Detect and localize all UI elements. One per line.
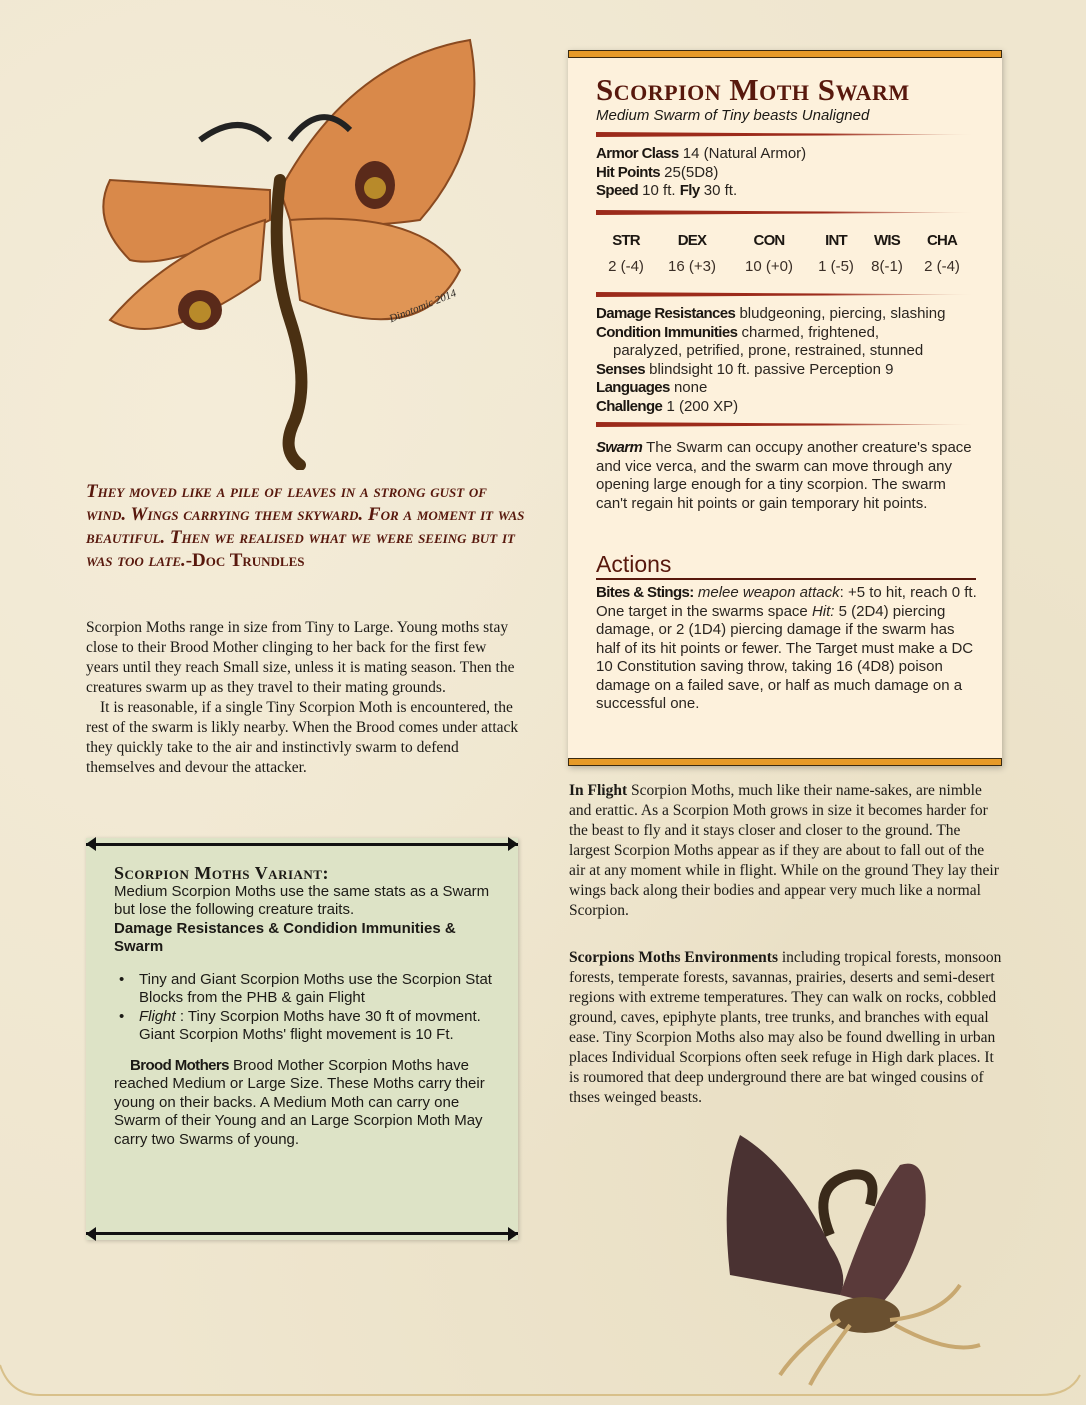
list-item-text: Tiny and Giant Scorpion Moths use the Scorpion Stat Blocks from the PHB & gain Flight (139, 970, 492, 1006)
ability-score: 8(-1) (871, 258, 903, 275)
text: Scorpion Moths, much like their name-sakes, are nimble and erattic. As a Scorpion Moth grows in size it becomes harder for the beast to fly and it stays closer and closer to the ground. The largest Scorpion Moths appear as if they are about to fall out of the air at any moment while in flight. While on the ground They lay their wings back along their bodies and appear very much like a normal Scorpion. (569, 782, 999, 919)
artist-signature: Dinotomic 2014 (387, 287, 459, 326)
list-item-text: : Tiny Scorpion Moths have 30 ft of movment. Giant Scorpion Moths' flight movement is 10 Ft. (139, 1007, 481, 1043)
variant-intro: Medium Scorpion Moths use the same stats as a Swarm but lose the following creature traits. (114, 882, 490, 918)
value: 14 (Natural Armor) (678, 145, 807, 162)
intro-paragraph: Scorpion Moths range in size from Tiny to Large. Young moths stay close to their Brood Mother clinging to her back for the first few years until they reach Small size, unless it is mating season. Then the creatures swarm up as they travel to their mating grounds. (86, 619, 515, 696)
value: 25(5D8) (660, 163, 719, 181)
action-name: Bites & Stings: (596, 584, 694, 601)
challenge (596, 398, 980, 417)
senses (596, 361, 980, 380)
value: 30 ft. (699, 182, 738, 199)
ability-score: 10 (+0) (745, 258, 793, 275)
value: 10 ft. (638, 182, 680, 199)
divider (86, 1227, 96, 1241)
variant-heading: Scorpion Moths Variant: (114, 863, 329, 883)
text: including tropical forests, monsoon forests, temperate forests, savannas, prairies, deserts and semi-desert regions with extreme temperatures. They can walk on rocks, cobbled ground, caves, epiphyte plants, tree trunks, and branches with equal ease. Tiny Scorpion Moths also may also be found dwelling in urban places Individual Scorpions often seek refuge in High dark places. It is roumored that deep underground there are bat winged cousins of thses weinged beasts. (569, 949, 1002, 1106)
trait-name: Swarm (596, 439, 643, 456)
value: charmed, frightened, (737, 323, 880, 341)
value: blindsight 10 ft. passive Perception 9 (644, 360, 894, 378)
scorpion-moth-illustration (90, 20, 490, 470)
label: Challenge (596, 397, 663, 415)
damage-resistances (596, 305, 980, 324)
quote-author: -Doc Trundles (185, 550, 305, 571)
label: Scorpions Moths Environments (569, 949, 778, 966)
ability-score: 16 (+3) (668, 258, 716, 275)
divider (86, 1232, 518, 1235)
ability-name: DEX (677, 232, 707, 249)
divider (596, 292, 976, 297)
basic-stats (596, 145, 980, 201)
action-text: 5 (2D4) piercing damage, or 2 (1D4) piercing damage if the swarm has half of its hit points or fewer. The Target must make a DC 10 Constitution saving throw, taking 16 (4D8) poison damage on a failed save, or half as much damage on a successful one. (596, 602, 974, 712)
action-text: : +5 to hit, reach 0 ft. One target in the swarms space (596, 584, 977, 620)
ability-name: WIS (874, 232, 900, 249)
ability-score: 2 (-4) (608, 258, 644, 275)
speed (596, 182, 980, 201)
stat-block-bottom-bar (568, 758, 1002, 766)
variant-list (114, 971, 494, 1045)
value: none (669, 379, 708, 396)
divider (596, 132, 976, 137)
ability-scores (596, 232, 980, 275)
monster-name: Scorpion Moth Swarm (596, 72, 910, 107)
label: Condition Immunities (596, 323, 738, 341)
list-item-label: Flight (139, 1007, 176, 1025)
action-hit-label: Hit: (811, 602, 835, 620)
ability-name: CON (753, 232, 785, 249)
label: Armor Class (596, 145, 679, 162)
label: Fly (679, 182, 700, 199)
variant-sidebar (86, 838, 518, 1240)
brood-text: Brood Mother Scorpion Moths have reached Medium or Large Size. These Moths carry their young on their backs. A Medium Moth can carry one Swarm of their Young and an Large Scorpion Moth May carry two Swarms of young. (114, 1056, 485, 1148)
ability-name: CHA (926, 232, 958, 249)
ability-name: INT (825, 232, 847, 249)
divider (596, 210, 976, 215)
value: 1 (200 XP) (662, 397, 739, 415)
condition-immunities (596, 324, 980, 343)
label: Hit Points (596, 163, 660, 181)
action-bites-stings (596, 584, 980, 714)
languages (596, 379, 980, 398)
stat-block (568, 50, 1002, 766)
intro-text (86, 618, 522, 778)
divider (86, 837, 96, 851)
intro-paragraph: It is reasonable, if a single Tiny Scorpion Moth is encountered, the rest of the swarm is likly nearby. When the Brood comes under attack they quickly take to the air and instinctivly swarm to defend themselves and devour the attacker. (86, 699, 519, 776)
stat-block-top-bar (568, 50, 1002, 58)
divider (596, 422, 976, 427)
trait-text: The Swarm can occupy another creature's space and vice verca, and the swarm can move through any opening large enough for a tiny scorpion. The swarm can't regain hit points or gain temporary hit points. (596, 439, 972, 512)
trait-swarm (596, 439, 980, 513)
label: Damage Resistances (596, 305, 736, 322)
hit-points (596, 164, 980, 183)
actions-heading: Actions (596, 550, 976, 580)
brood-label: Brood Mothers (130, 1056, 229, 1074)
variant-lost-traits: Damage Resistances & Condidion Immunities & Swarm (114, 919, 456, 955)
divider (508, 1227, 518, 1241)
ability-score: 2 (-4) (924, 258, 960, 275)
armor-class (596, 145, 980, 164)
ability-name: STR (612, 232, 640, 249)
in-flight-paragraph (569, 781, 1003, 921)
quote-text: They moved like a pile of leaves in a strong gust of wind. Wings carrying them skyward. For a moment it was beautiful. Then we realised what we were seeing but it was too late. (86, 481, 525, 571)
value: bludgeoning, piercing, slashing (735, 305, 946, 322)
action-type: melee weapon attack (693, 584, 840, 601)
monster-type: Medium Swarm of Tiny beasts Unaligned (596, 107, 870, 124)
label: Senses (596, 360, 645, 378)
list-item (114, 971, 494, 1008)
label: Speed (596, 182, 639, 199)
brood-mothers-paragraph (114, 1057, 494, 1150)
divider (86, 843, 518, 846)
label: In Flight (569, 782, 628, 799)
condition-immunities-cont: paralyzed, petrified, prone, restrained, stunned (613, 342, 924, 359)
divider (508, 837, 518, 851)
list-item (114, 1008, 494, 1045)
bat-winged-scorpion-illustration (700, 1125, 1010, 1400)
ability-score: 1 (-5) (818, 258, 854, 275)
flavor-quote (86, 480, 526, 572)
label: Languages (596, 379, 670, 396)
properties (596, 305, 980, 416)
environments-paragraph (569, 948, 1003, 1108)
